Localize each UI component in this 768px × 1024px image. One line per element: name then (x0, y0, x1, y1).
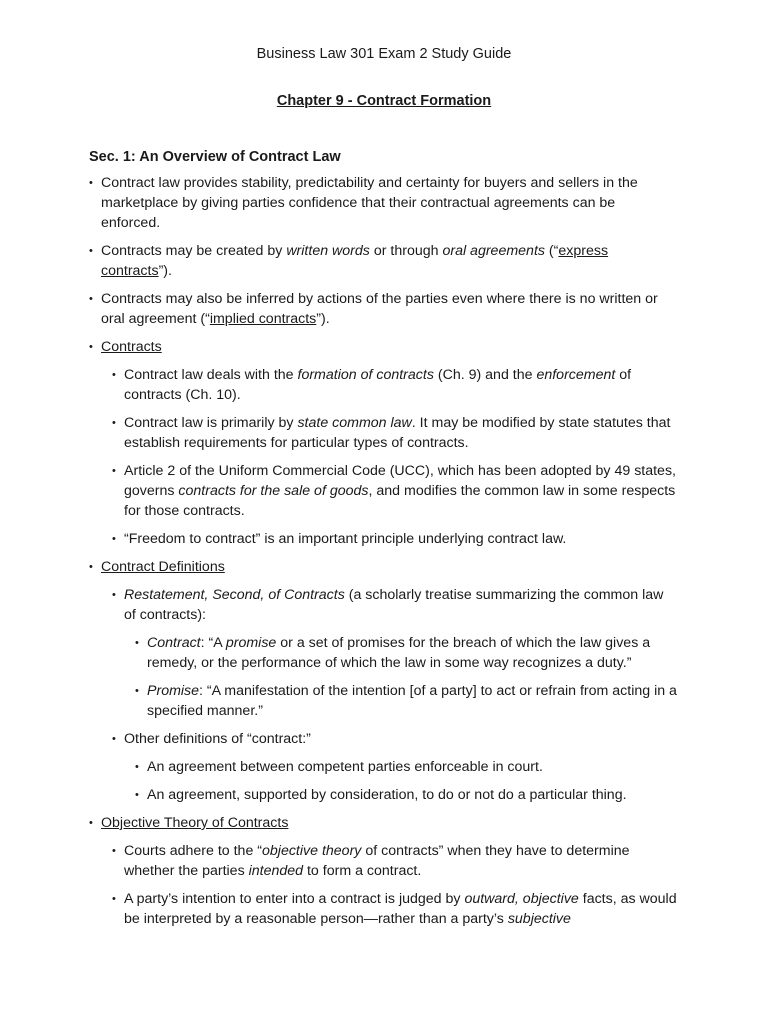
text-segment: enforcement (536, 367, 616, 383)
list-item (0, 813, 677, 833)
bullet-icon: • (112, 465, 116, 477)
text-segment: Contract law is primarily by (124, 415, 298, 431)
text-segment: Contract Definitions (101, 559, 225, 575)
text-segment: written words (286, 243, 370, 259)
text-segment: subjective (507, 911, 571, 927)
text-segment: . It may be modified by state statutes that establish requirements for particular types of contracts. (124, 415, 671, 451)
text-segment: : “A manifestation of the intention [of a party] to act or refrain from acting in a specified manner.” (147, 683, 677, 719)
list-item (0, 365, 677, 405)
list-item (0, 785, 677, 805)
list-item (0, 633, 677, 673)
text-segment: An agreement, supported by consideration, to do or not do a particular thing. (147, 787, 627, 803)
text-segment: objective theory (262, 843, 362, 859)
text-segment: Contracts (101, 339, 162, 355)
list-item (0, 413, 677, 453)
text-segment: express contracts (101, 243, 609, 279)
bullet-icon: • (112, 589, 116, 601)
text-segment: (“ (544, 243, 559, 259)
bullet-icon: • (89, 177, 93, 189)
text-segment: implied contracts (209, 311, 317, 327)
text-segment: Contract (147, 635, 201, 651)
list-item (0, 841, 677, 881)
text-segment: Promise (147, 683, 200, 699)
list-item (0, 729, 677, 749)
bullet-icon: • (112, 417, 116, 429)
text-segment: to form a contract. (303, 863, 422, 879)
bullet-icon: • (89, 561, 93, 573)
chapter-title: Chapter 9 - Contract Formation (276, 93, 492, 109)
text-segment: Contracts may be created by (101, 243, 287, 259)
bullet-icon: • (89, 341, 93, 353)
text-segment: Contract law provides stability, predictability and certainty for buyers and sellers in the marketplace by giving parties confidence that their contractual agreements can be enforced. (101, 175, 638, 231)
bullet-icon: • (135, 637, 139, 649)
text-segment: Contracts may also be inferred by actions of the parties even where there is no written or oral agreement (“ (101, 291, 658, 327)
list-item (0, 557, 677, 577)
bullet-icon: • (89, 245, 93, 257)
bullet-icon: • (135, 789, 139, 801)
text-segment: Other definitions of “contract:” (124, 731, 311, 747)
text-segment: outward, objective (464, 891, 579, 907)
text-segment: Objective Theory of Contracts (101, 815, 289, 831)
text-segment: oral agreements (442, 243, 545, 259)
list-item (0, 173, 677, 233)
text-segment: of contracts” when they have to determine whether the parties (124, 843, 630, 879)
list-item (0, 529, 677, 549)
list-item (0, 241, 677, 281)
bullet-list (0, 173, 768, 937)
bullet-icon: • (112, 893, 116, 905)
text-segment: facts, as would be interpreted by a reasonable person—rather than a party’s (124, 891, 677, 927)
list-item (0, 461, 677, 521)
list-item (0, 889, 677, 929)
text-segment: Contract law deals with the (124, 367, 298, 383)
text-segment: or a set of promises for the breach of which the law gives a remedy, or the performance of which the law in some way recognizes a duty.” (147, 635, 651, 671)
text-segment: contracts for the sale of goods (178, 483, 369, 499)
text-segment: promise (225, 635, 277, 651)
text-segment: (Ch. 9) and the (433, 367, 537, 383)
text-segment: or through (369, 243, 443, 259)
text-segment: “Freedom to contract” is an important principle underlying contract law. (124, 531, 567, 547)
text-segment: ”). (158, 263, 172, 279)
bullet-icon: • (135, 761, 139, 773)
document-title: Business Law 301 Exam 2 Study Guide (256, 46, 512, 62)
bullet-icon: • (112, 845, 116, 857)
text-segment: : “A (200, 635, 226, 651)
text-segment: of contracts (Ch. 10). (124, 367, 632, 403)
text-segment: An agreement between competent parties enforceable in court. (147, 759, 543, 775)
list-item (0, 337, 677, 357)
text-segment: Courts adhere to the “ (124, 843, 263, 859)
text-segment: intended (248, 863, 304, 879)
list-item (0, 681, 677, 721)
text-segment: formation of contracts (297, 367, 434, 383)
text-segment: , and modifies the common law in some respects for those contracts. (124, 483, 676, 519)
text-segment: ”). (316, 311, 330, 327)
bullet-icon: • (112, 533, 116, 545)
text-segment: Article 2 of the Uniform Commercial Code (UCC), which has been adopted by 49 states, governs (124, 463, 676, 499)
text-segment: A party’s intention to enter into a contract is judged by (124, 891, 465, 907)
text-segment: (a scholarly treatise summarizing the common law of contracts): (124, 587, 664, 623)
bullet-icon: • (112, 733, 116, 745)
bullet-icon: • (112, 369, 116, 381)
bullet-icon: • (135, 685, 139, 697)
list-item (0, 585, 677, 625)
section-heading: Sec. 1: An Overview of Contract Law (89, 149, 341, 165)
list-item (0, 757, 677, 777)
bullet-icon: • (89, 817, 93, 829)
bullet-icon: • (89, 293, 93, 305)
text-segment: Restatement, Second, of Contracts (124, 587, 345, 603)
text-segment: state common law (297, 415, 412, 431)
list-item (0, 289, 677, 329)
